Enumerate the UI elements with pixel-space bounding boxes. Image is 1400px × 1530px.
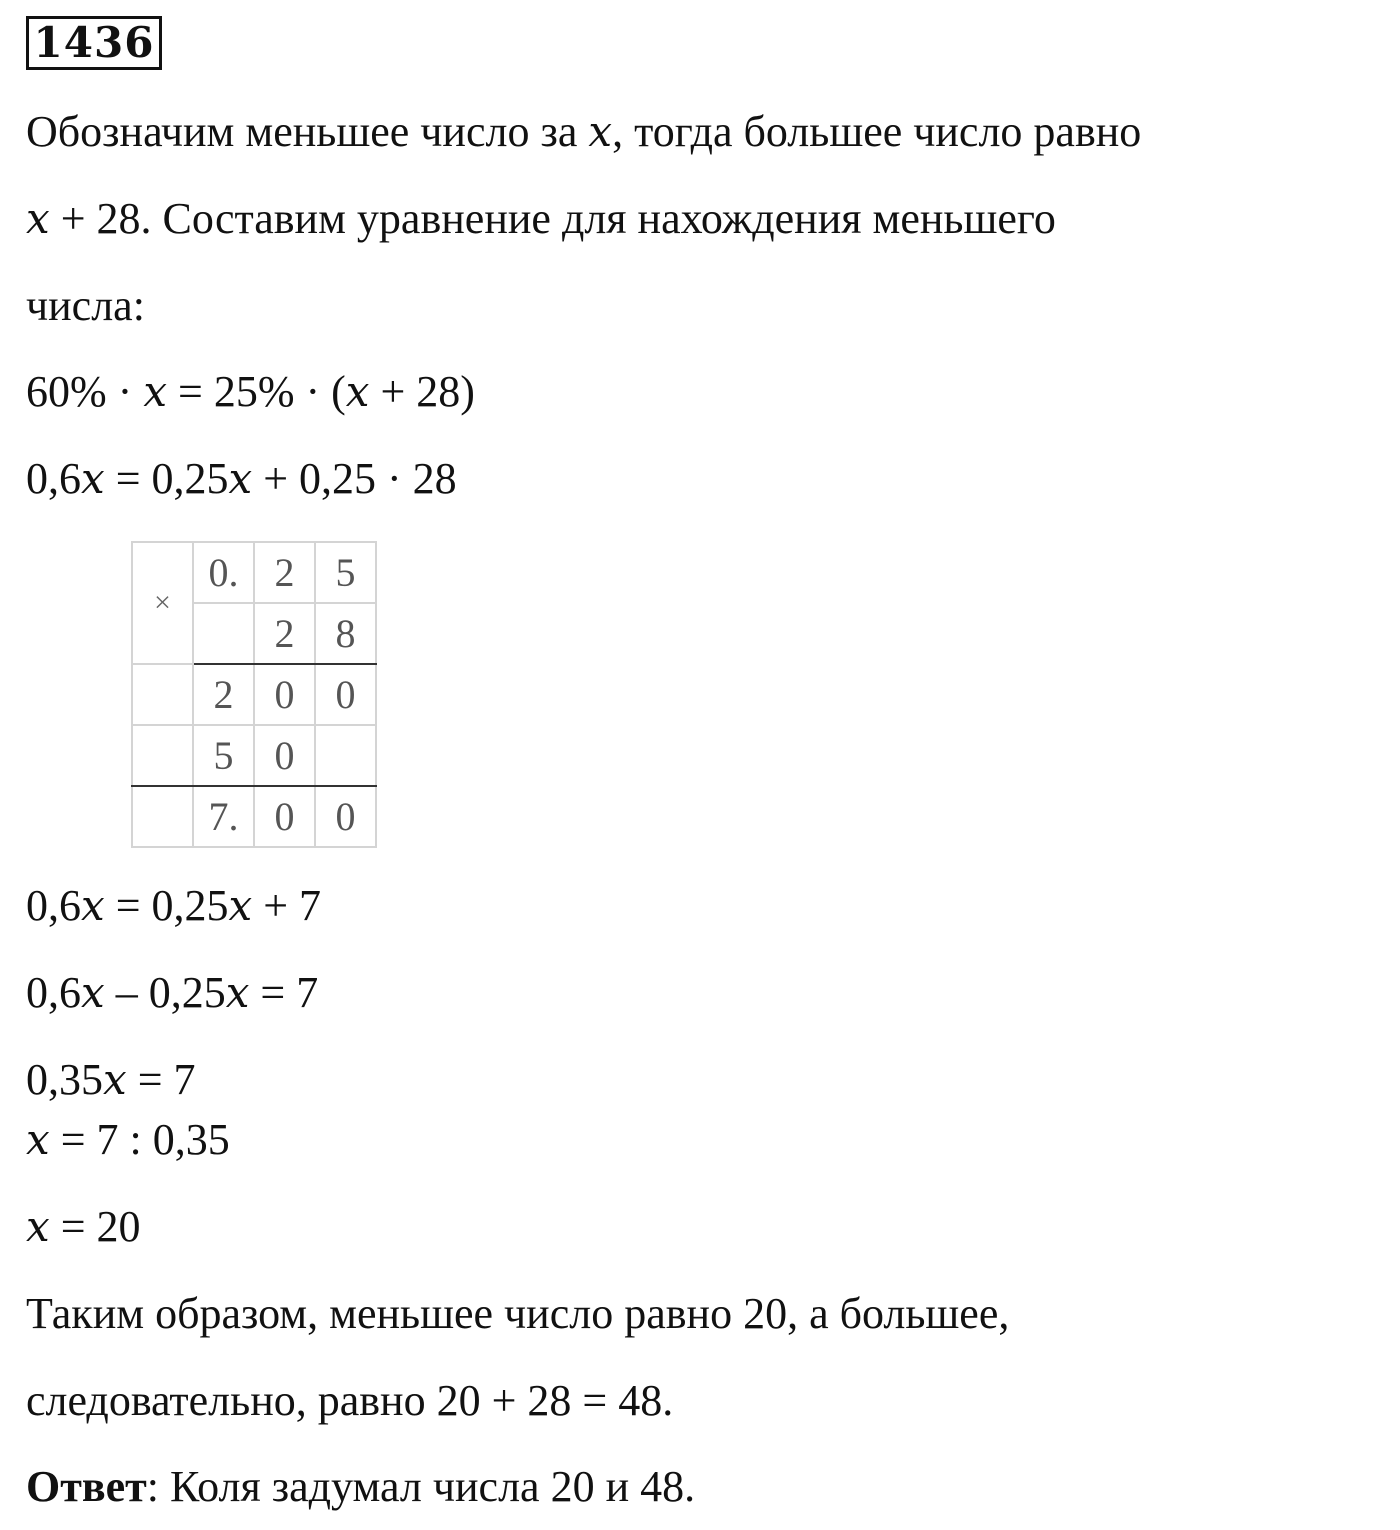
answer-text: : Коля задумал числа 20 и 48. [146,1462,696,1511]
mult-cell: 0 [315,664,376,725]
eq-part: = 20 [49,1202,141,1251]
mult-cell: 0. [193,542,254,603]
answer-line [26,1459,695,1515]
variable-x: x [26,1115,50,1164]
mult-row-1 [132,542,376,603]
conclusion-line-1: Таким образом, меньшее число равно 20, а большее, [26,1289,1010,1338]
eq-part: = 7 [126,1055,196,1104]
answer-label: Ответ [26,1462,147,1511]
variable-x: x [103,1055,127,1104]
text-fragment: Обозначим меньшее число за [26,107,589,156]
mult-cell: 0 [254,664,315,725]
eq-part: 0,35 [26,1055,103,1104]
mult-row-4 [132,725,376,786]
text-fragment: + 28. Составим уравнение для нахождения меньшего [49,194,1056,243]
equation-7 [26,1199,141,1255]
multiply-sign: × [132,542,193,664]
mult-row-5 [132,786,376,847]
variable-x: x [228,881,253,930]
eq-part: – 0,25 [104,968,226,1017]
conclusion-line-2: следовательно, равно 20 + 28 = 48. [26,1376,674,1425]
eq-part: + 7 [252,881,322,930]
mult-cell [132,664,193,725]
text-line-1 [26,104,1141,160]
equation-6 [26,1112,230,1168]
mult-cell: 2 [254,542,315,603]
text-fragment: , тогда большее число равно [612,107,1142,156]
variable-x: x [228,454,253,503]
mult-cell [193,603,254,664]
mult-cell [315,725,376,786]
eq-part: + 28) [369,367,475,416]
text-line-3 [26,278,145,334]
mult-cell: 2 [193,664,254,725]
variable-x: x [26,194,50,243]
equation-3 [26,878,321,934]
problem-number: 1436 [26,16,162,70]
eq-part: = 7 [249,968,319,1017]
mult-cell: 5 [193,725,254,786]
eq-part: = 0,25 [104,454,229,503]
variable-x: x [143,367,167,416]
variable-x: x [588,107,613,156]
mult-cell: 0 [315,786,376,847]
eq-part: 60% · [26,367,144,416]
variable-x: x [345,367,370,416]
mult-cell: 7. [193,786,254,847]
mult-cell: 8 [315,603,376,664]
equation-2 [26,451,457,507]
mult-row-3 [132,664,376,725]
eq-part: = 7 : 0,35 [49,1115,230,1164]
eq-part: + 0,25 · 28 [252,454,457,503]
eq-part: 0,6 [26,968,81,1017]
mult-cell [132,786,193,847]
mult-cell [132,725,193,786]
variable-x: x [81,454,105,503]
mult-cell: 0 [254,725,315,786]
variable-x: x [81,968,105,1017]
equation-4 [26,965,318,1021]
eq-part: 0,6 [26,454,81,503]
eq-part: = 25% · ( [167,367,346,416]
variable-x: x [81,881,105,930]
mult-cell: 2 [254,603,315,664]
text-line-2 [26,191,1056,247]
text-fragment: числа: [26,281,145,330]
variable-x: x [26,1202,50,1251]
eq-part: 0,6 [26,881,81,930]
equation-5 [26,1052,196,1108]
mult-cell: 0 [254,786,315,847]
equation-1 [26,364,475,420]
multiplication-table [131,541,377,848]
variable-x: x [225,968,250,1017]
mult-cell: 5 [315,542,376,603]
eq-part: = 0,25 [104,881,229,930]
